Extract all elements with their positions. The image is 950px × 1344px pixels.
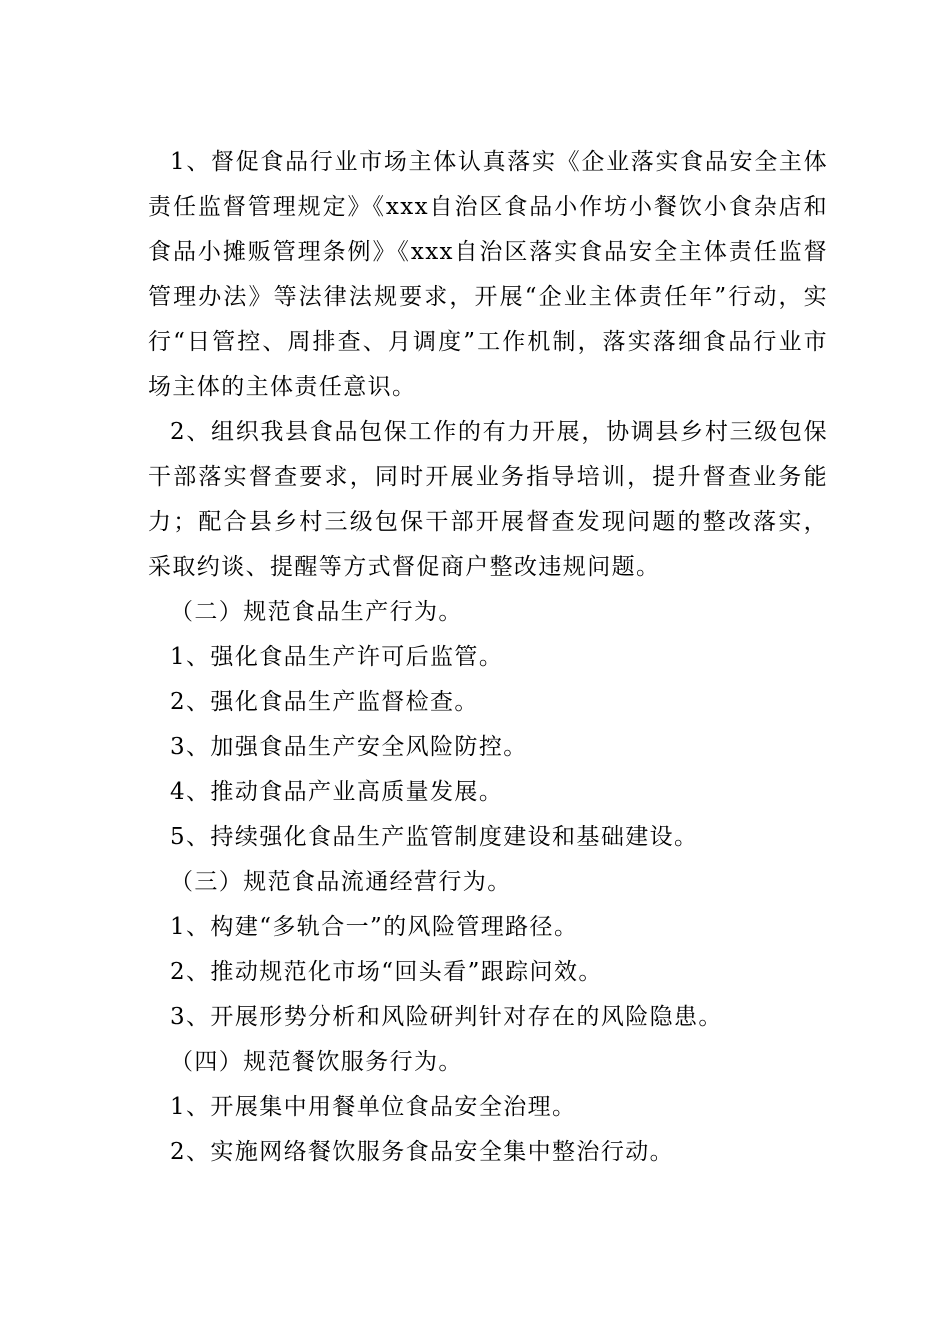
paragraph-2: 2、组织我县食品包保工作的有力开展，协调县乡村三级包保干部落实督查要求，同时开展业务指导培训，提升督查业务能力；配合县乡村三级包保干部开展督查发现问题的整改落实，采取约谈、提醒等方式督促商户整改违规问题。 xyxy=(148,419,828,580)
section-4-item-1: 1、开展集中用餐单位食品安全治理。 xyxy=(170,1094,577,1120)
section-3-item-3: 3、开展形势分析和风险研判针对存在的风险隐患。 xyxy=(170,1004,723,1030)
section-2-item-3: 3、加强食品生产安全风险防控。 xyxy=(170,734,528,760)
document-body xyxy=(148,140,828,1175)
section-2-item-2: 2、强化食品生产监督检查。 xyxy=(170,689,479,715)
section-3-heading: （三）规范食品流通经营行为。 xyxy=(170,869,512,895)
section-4-item-2: 2、实施网络餐饮服务食品安全集中整治行动。 xyxy=(170,1139,675,1165)
section-4-heading: （四）规范餐饮服务行为。 xyxy=(170,1049,463,1075)
section-3-item-2: 2、推动规范化市场“回头看”跟踪问效。 xyxy=(170,959,603,985)
section-3-item-1: 1、构建“多轨合一”的风险管理路径。 xyxy=(170,914,579,940)
section-2-item-1: 1、强化食品生产许可后监管。 xyxy=(170,644,504,670)
section-2-item-4: 4、推动食品产业高质量发展。 xyxy=(170,779,504,805)
section-2-heading: （二）规范食品生产行为。 xyxy=(170,599,463,625)
paragraph-1: 1、督促食品行业市场主体认真落实《企业落实食品安全主体责任监督管理规定》《xxx自治区食品小作坊小餐饮小食杂店和食品小摊贩管理条例》《xxx自治区落实食品安全主体责任监督管理办法》等法律法规要求，开展“企业主体责任年”行动，实行“日管控、周排查、月调度”工作机制，落实落细食品行业市场主体的主体责任意识。 xyxy=(148,149,828,400)
section-2-item-5: 5、持续强化食品生产监管制度建设和基础建设。 xyxy=(170,824,699,850)
